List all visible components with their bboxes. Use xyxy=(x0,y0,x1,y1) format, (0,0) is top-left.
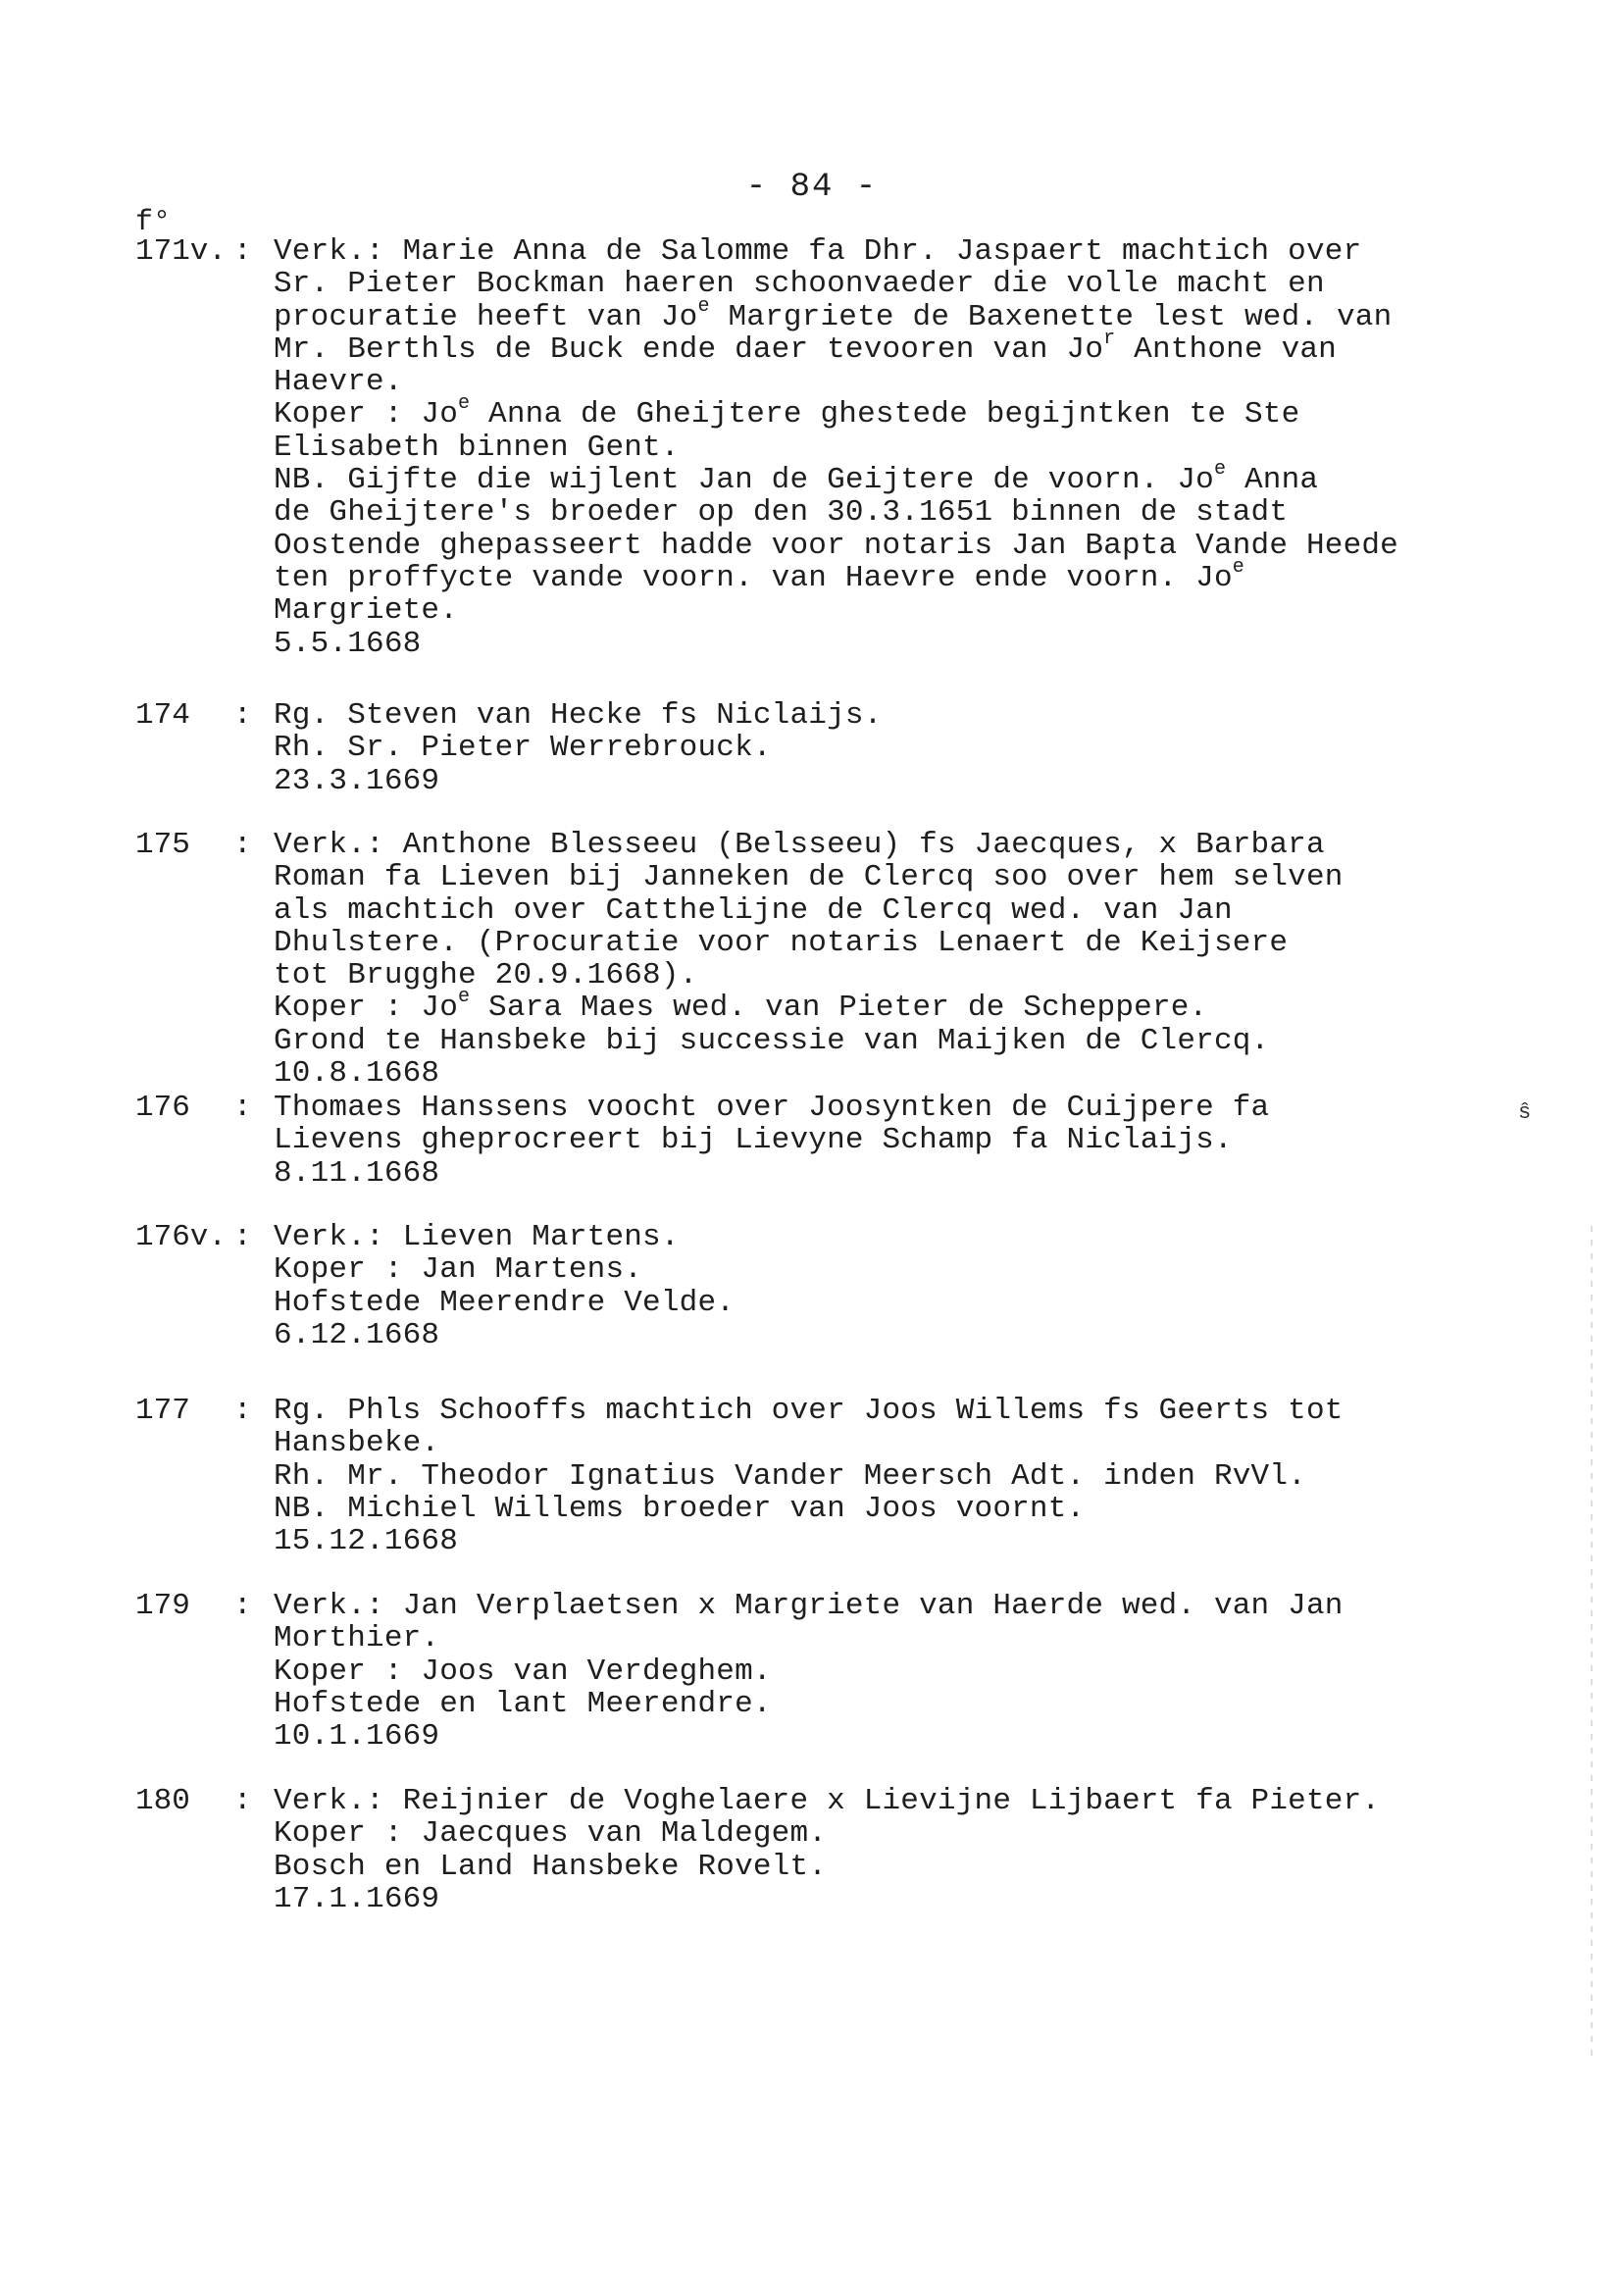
entry-line: 6.12.1668 xyxy=(274,1317,440,1352)
margin-mark: ŝ xyxy=(1518,1100,1532,1125)
entry-line: Elisabeth binnen Gent. xyxy=(274,430,680,465)
entry-separator: : xyxy=(233,1589,252,1623)
entry-separator: : xyxy=(233,234,252,269)
entry-line: procuratie heeft van Jo$^e$ Margriete de Baxenette lest wed. van xyxy=(274,294,1393,334)
entry-line: 23.3.1669 xyxy=(274,763,440,798)
entry-body xyxy=(274,1785,1490,1915)
entry-line: 5.5.1668 xyxy=(274,626,422,661)
entry-line: Verk.: Lieven Martens. xyxy=(274,1220,680,1254)
entry-line: de Gheijtere's broeder op den 30.3.1651 binnen de stadt xyxy=(274,495,1289,531)
entry-line: 17.1.1669 xyxy=(274,1881,440,1916)
entry-separator: : xyxy=(233,1784,252,1818)
entry-line: Dhulstere. (Procuratie voor notaris Lenaert de Keijsere xyxy=(274,925,1289,960)
entry-line: NB. Michiel Willems broeder van Joos voornt. xyxy=(274,1491,1086,1526)
entry-line: Koper : Joos van Verdeghem. xyxy=(274,1654,772,1689)
entry-line: Rh. Sr. Pieter Werrebrouck. xyxy=(274,731,772,766)
entry-line: 10.8.1668 xyxy=(274,1056,440,1092)
entry-body xyxy=(274,235,1490,660)
entry-line: Margriete. xyxy=(274,593,459,629)
entry-folio-ref: 180 xyxy=(135,1784,190,1818)
superscript-mark: e xyxy=(697,294,710,318)
superscript-mark: e xyxy=(1232,555,1244,579)
entry-line: Koper : Jaecques van Maldegem. xyxy=(274,1816,828,1852)
superscript-mark: e xyxy=(458,392,471,416)
entry-line: 10.1.1669 xyxy=(274,1719,440,1755)
entry-line: Roman fa Lieven bij Janneken de Clercq soo over hem selven xyxy=(274,860,1344,895)
entry-separator: : xyxy=(233,828,252,862)
entry-line: Morthier. xyxy=(274,1621,440,1656)
entry-line: Verk.: Marie Anna de Salomme fa Dhr. Jaspaert machtich over xyxy=(274,234,1362,269)
entry-body xyxy=(274,829,1490,1090)
entry-line: Koper : Jo$^e$ Anna de Gheijtere ghestede begijntken te Ste xyxy=(274,392,1300,433)
superscript-mark: r xyxy=(1103,327,1116,350)
entry-separator: : xyxy=(233,1091,252,1125)
entry-body xyxy=(274,1590,1490,1753)
scan-edge-artifact xyxy=(1591,1226,1593,2060)
entry-line: Rg. Phls Schooffs machtich over Joos Willems fs Geerts tot xyxy=(274,1394,1344,1428)
entry-line: Lievens gheprocreert bij Lievyne Schamp fa Niclaijs. xyxy=(274,1123,1233,1158)
entry-separator: : xyxy=(233,698,252,733)
entry-line: Mr. Berthls de Buck ende daer tevooren van Jo$^r$ Anthone van xyxy=(274,327,1337,367)
entry-folio-ref: 176v. xyxy=(135,1220,228,1254)
entry-line: Haevre. xyxy=(274,365,403,400)
entry-separator: : xyxy=(233,1220,252,1254)
entry-body xyxy=(274,1395,1490,1557)
entry-line: Koper : Jo$^e$ Sara Maes wed. van Pieter de Scheppere. xyxy=(274,986,1208,1026)
entry-folio-ref: 177 xyxy=(135,1394,190,1428)
entry-folio-ref: 179 xyxy=(135,1589,190,1623)
entry-line: Hofstede en lant Meerendre. xyxy=(274,1686,772,1721)
entry-line: Hansbeke. xyxy=(274,1426,440,1461)
entry-line: NB. Gijfte die wijlent Jan de Geijtere de voorn. Jo$^e$ Anna xyxy=(274,458,1319,498)
entry-line: Oostende ghepasseert hadde voor notaris Jan Bapta Vande Heede xyxy=(274,528,1398,563)
superscript-mark: e xyxy=(1213,458,1227,482)
entry-folio-ref: 175 xyxy=(135,828,190,862)
entry-line: Thomaes Hanssens voocht over Joosyntken de Cuijpere fa xyxy=(274,1091,1270,1125)
page-number: - 84 - xyxy=(745,169,879,206)
entry-folio-ref: 174 xyxy=(135,698,190,733)
superscript-mark: e xyxy=(458,986,471,1009)
entry-line: 15.12.1668 xyxy=(274,1524,459,1559)
entry-line: tot Brugghe 20.9.1668). xyxy=(274,958,698,993)
entry-body xyxy=(274,1092,1490,1190)
folio-label: f° xyxy=(135,206,172,239)
entry-body xyxy=(274,699,1490,797)
entry-line: Rg. Steven van Hecke fs Niclaijs. xyxy=(274,698,883,733)
entry-line: Verk.: Anthone Blesseeu (Belsseeu) fs Jaecques, x Barbara xyxy=(274,828,1325,862)
entry-line: ten proffycte vande voorn. van Haevre ende voorn. Jo$^e$ xyxy=(274,555,1244,595)
entry-line: Verk.: Jan Verplaetsen x Margriete van Haerde wed. van Jan xyxy=(274,1589,1344,1623)
entry-separator: : xyxy=(233,1394,252,1428)
entry-line: Verk.: Reijnier de Voghelaere x Lievijne Lijbaert fa Pieter. xyxy=(274,1784,1381,1818)
entry-line: Sr. Pieter Bockman haeren schoonvaeder die volle macht en xyxy=(274,267,1325,302)
entry-line: 8.11.1668 xyxy=(274,1155,440,1191)
entry-line: als machtich over Catthelijne de Clercq wed. van Jan xyxy=(274,892,1233,928)
entry-line: Bosch en Land Hansbeke Rovelt. xyxy=(274,1849,828,1884)
entry-line: Koper : Jan Martens. xyxy=(274,1252,643,1288)
entry-line: Rh. Mr. Theodor Ignatius Vander Meersch Adt. inden RvVl. xyxy=(274,1458,1306,1494)
entry-folio-ref: 171v. xyxy=(135,234,228,269)
entry-folio-ref: 176 xyxy=(135,1091,190,1125)
entry-line: Grond te Hansbeke bij successie van Maijken de Clercq. xyxy=(274,1023,1270,1058)
entry-body xyxy=(274,1221,1490,1351)
entry-line: Hofstede Meerendre Velde. xyxy=(274,1285,736,1320)
